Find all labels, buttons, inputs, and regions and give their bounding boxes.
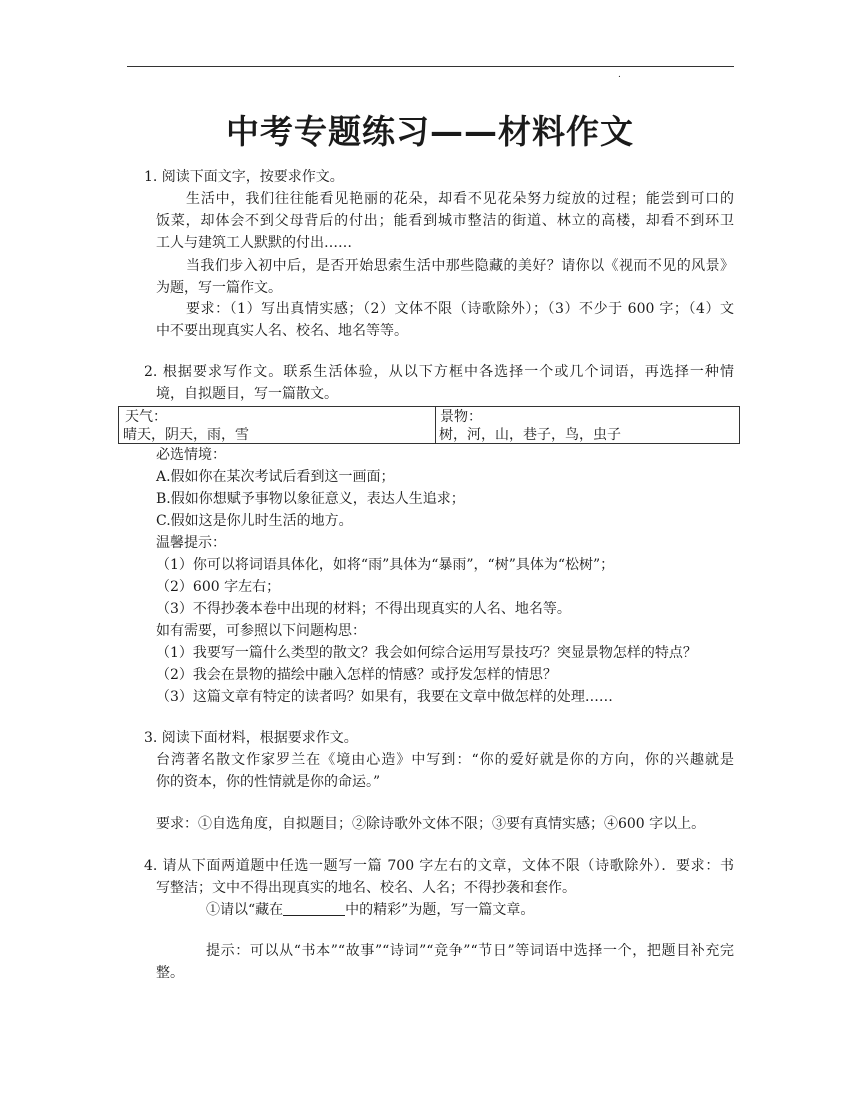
q3-requirements: 要求：①自选角度，自拟题目；②除诗歌外文体不限；③要有真情实感；④600 字以上。 bbox=[156, 816, 706, 832]
q4-hint: 整。 bbox=[156, 965, 184, 981]
table-weather-header: 天气： bbox=[125, 409, 167, 425]
table-divider bbox=[435, 407, 436, 443]
q1-paragraph-line: 当我们步入初中后，是否开始思索生活中那些隐藏的美好？请你以《视而不见的风景》 bbox=[186, 258, 734, 274]
fill-in-blank bbox=[283, 901, 345, 916]
q4-hint: 提示：可以从“书本”“故事”“诗词”“竞争”“节日”等词语中选择一个，把题目补充完 bbox=[206, 943, 734, 959]
q1-paragraph-line: 为题，写一篇作文。 bbox=[156, 280, 282, 296]
q2-text-line: （2）600 字左右； bbox=[156, 579, 281, 595]
q2-text-line: 温馨提示： bbox=[156, 535, 226, 551]
table-weather-words: 晴天，阴天，雨，雪 bbox=[123, 427, 249, 443]
q2-text-line: （3）不得抄袭本卷中出现的材料；不得出现真实的人名、地名等。 bbox=[156, 601, 571, 617]
header-rule bbox=[127, 66, 734, 67]
q1-heading: 1. 阅读下面文字，按要求作文。 bbox=[144, 169, 344, 185]
q3-material: 台湾著名散文作家罗兰在《境由心造》中写到：“你的爱好就是你的方向，你的兴趣就是 bbox=[156, 752, 734, 768]
q4-heading: 写整洁；文中不得出现真实的地名、校名、人名；不得抄袭和套作。 bbox=[156, 880, 576, 896]
q4-prompt-start: ①请以“藏在 bbox=[206, 902, 284, 918]
q2-text-line: 如有需要，可参照以下问题构思： bbox=[156, 623, 366, 639]
word-table bbox=[118, 406, 740, 444]
q2-heading: 2. 根据要求写作文。联系生活体验，从以下方框中各选择一个或几个词语，再选择一种情 bbox=[144, 364, 734, 380]
q2-text-line: C.假如这是你儿时生活的地方。 bbox=[156, 513, 353, 529]
q2-text-line: （1）你可以将词语具体化，如将“雨”具体为“暴雨”，“树”具体为“松树”； bbox=[156, 557, 615, 573]
q4-heading: 4. 请从下面两道题中任选一题写一篇 700 字左右的文章，文体不限（诗歌除外）．要求：书 bbox=[144, 858, 734, 874]
table-scenery-header: 景物： bbox=[440, 409, 482, 425]
q1-requirements: 中不要出现真实人名、校名、地名等等。 bbox=[156, 323, 408, 339]
q2-text-line: （1）我要写一篇什么类型的散文？我会如何综合运用写景技巧？突显景物怎样的特点？ bbox=[156, 645, 697, 661]
q2-text-line: B.假如你想赋予事物以象征意义，表达人生追求； bbox=[156, 491, 465, 507]
q1-paragraph-line: 生活中，我们往往能看见艳丽的花朵，却看不见花朵努力绽放的过程；能尝到可口的 bbox=[186, 191, 734, 207]
q1-requirements: 要求：（1）写出真情实感；（2）文体不限（诗歌除外）；（3）不少于 600 字；（4）文 bbox=[186, 301, 734, 317]
page-title: 中考专题练习——材料作文 bbox=[226, 112, 634, 151]
q3-material: 你的资本，你的性情就是你的命运。” bbox=[156, 774, 381, 790]
q2-text-line: （3）这篇文章有特定的读者吗？如果有，我要在文章中做怎样的处理…… bbox=[156, 689, 613, 705]
q2-heading: 境，自拟题目，写一篇散文。 bbox=[156, 386, 338, 402]
q4-prompt-end: 中的精彩”为题，写一篇文章。 bbox=[345, 902, 535, 918]
q4-prompt bbox=[206, 899, 534, 921]
q2-text-line: A.假如你在某次考试后看到这一画面； bbox=[156, 469, 395, 485]
header-dot: . bbox=[618, 70, 621, 80]
q1-paragraph-line: 工人与建筑工人默默的付出…… bbox=[156, 235, 352, 251]
q3-heading: 3. 阅读下面材料，根据要求作文。 bbox=[144, 730, 358, 746]
q2-text-line: （2）我会在景物的描绘中融入怎样的情感？或抒发怎样的情思？ bbox=[156, 667, 557, 683]
q1-paragraph-line: 饭菜，却体会不到父母背后的付出；能看到城市整洁的街道、林立的高楼，却看不到环卫 bbox=[156, 213, 734, 229]
q2-text-line: 必选情境： bbox=[156, 447, 226, 463]
table-scenery-words: 树，河，山，巷子，鸟，虫子 bbox=[439, 427, 621, 443]
